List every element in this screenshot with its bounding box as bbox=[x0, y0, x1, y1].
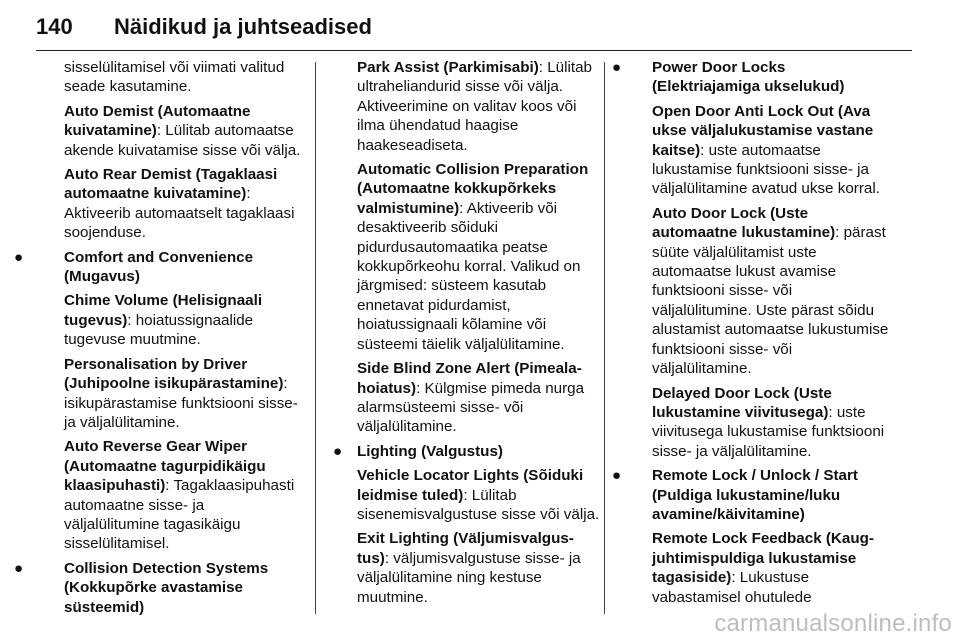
bullet-icon: ● bbox=[14, 559, 24, 577]
entry-reverse-wiper bbox=[40, 437, 302, 553]
entry-anti-lock-out bbox=[632, 102, 890, 199]
entry-exit-lighting bbox=[357, 529, 605, 607]
entry-personalisation bbox=[40, 355, 302, 433]
entry-title: Personalisation by Driver (Juhipoolne isikupärastamine) bbox=[64, 355, 284, 393]
bullet-title: Power Door Locks (Elektriajamiga ukselukud) bbox=[652, 59, 845, 96]
entry-text: : hoiatussignaalide tugevuse muutmine. bbox=[64, 311, 254, 349]
bullet-remote-lock bbox=[612, 466, 890, 524]
page-header bbox=[36, 0, 912, 51]
column-3 bbox=[612, 58, 890, 612]
entry-title: Vehicle Locator Lights (Sõiduki leidmise tuled) bbox=[357, 467, 584, 504]
page-title: Näidikud ja juhtseadised bbox=[114, 14, 372, 39]
entry-title: Remote Lock Feedback (Kaug-juhtimispuldiga lukustamise tagasiside) bbox=[652, 530, 874, 587]
bullet-power-door-locks bbox=[612, 58, 890, 97]
bullet-lighting bbox=[333, 442, 605, 461]
entry-title: Automatic Collision Preparation (Automaatne kokkupõrkeks valmistumine) bbox=[357, 161, 589, 217]
bullet-collision bbox=[14, 559, 302, 617]
entry-title: Auto Rear Demist (Tagaklaasi automaatne kuivatamine) bbox=[64, 166, 278, 203]
intro-paragraph: sisselülitamisel või viimati valitud seade kasutamine. bbox=[64, 59, 285, 96]
bullet-comfort bbox=[14, 248, 302, 287]
entry-text: : pärast süüte väljalülitamist uste automaatse lukust avamise funktsiooni sisse- või väljalülitumine. Uste pärast sõidu alustamist automaatse lukustumise funktsiooni sisse- või väljalülitamine. bbox=[652, 224, 889, 378]
entry-delayed-door-lock bbox=[632, 384, 890, 462]
bullet-icon: ● bbox=[14, 248, 24, 266]
entry-vehicle-locator bbox=[357, 466, 605, 524]
page-number: 140 bbox=[36, 14, 73, 39]
entry-side-blind-zone bbox=[357, 359, 605, 437]
entry-collision-preparation bbox=[357, 160, 605, 354]
column-divider-left bbox=[315, 62, 316, 614]
entry-title: Open Door Anti Lock Out (Ava ukse väljalukustamise vastane kaitse) bbox=[652, 102, 874, 159]
entry-text: : Aktiveerib automaatselt tagaklaasi soojenduse. bbox=[64, 185, 295, 242]
entry-auto-door-lock bbox=[632, 204, 890, 379]
entry-park-assist bbox=[357, 58, 605, 155]
entry-text: : Külgmise pimeda nurga alarmsüsteemi sisse- või väljalülitamine. bbox=[357, 379, 585, 436]
bullet-icon: ● bbox=[612, 59, 622, 76]
entry-title: Auto Door Lock (Uste automaatne lukustamine) bbox=[652, 204, 836, 242]
entry-auto-demist bbox=[40, 102, 302, 160]
entry-text: : Lülitab ultraheliandurid sisse või välja. Aktiveerimine on valitav koos või ilma ühendatud haagise haakeseadiseta. bbox=[357, 59, 592, 154]
entry-text: : uste automaatse lukustamise funktsiooni sisse- ja väljalülitamine avatud ukse korral. bbox=[652, 141, 880, 198]
entry-title: Delayed Door Lock (Uste lukustamine viivitusega) bbox=[652, 384, 832, 421]
bullet-title: Lighting (Valgustus) bbox=[357, 442, 503, 460]
entry-title: Auto Reverse Gear Wiper (Automaatne tagurpidikäigu klaasipuhasti) bbox=[64, 438, 266, 495]
bullet-icon: ● bbox=[612, 467, 622, 485]
column-2 bbox=[333, 58, 605, 612]
entry-auto-rear-demist bbox=[40, 165, 302, 243]
entry-title: Auto Demist (Automaatne kuivatamine) bbox=[64, 102, 251, 140]
entry-text: : Lülitab sisenemisvalgustuse sisse või välja. bbox=[357, 486, 600, 523]
entry-text: : Lukustuse vabastamisel ohutulede bbox=[652, 569, 812, 606]
watermark: carmanualsonline.info bbox=[714, 610, 952, 637]
entry-title: Side Blind Zone Alert (Pimeala-hoiatus) bbox=[357, 360, 582, 397]
bullet-title: Comfort and Convenience (Mugavus) bbox=[64, 248, 254, 286]
bullet-title: Remote Lock / Unlock / Start (Puldiga lukustamine/luku avamine/käivitamine) bbox=[652, 467, 858, 523]
entry-text: : väljumisvalgustuse sisse- ja väljalülitamine ning kestuse muutmine. bbox=[357, 549, 581, 606]
entry-title: Park Assist (Parkimisabi) bbox=[357, 59, 539, 76]
entry-text: : Lülitab automaatse akende kuivatamise sisse või välja. bbox=[64, 122, 301, 159]
entry-title: Exit Lighting (Väljumisvalgus-tus) bbox=[357, 530, 574, 567]
entry-text: : Aktiveerib või desaktiveerib sõiduki pidurdusautomaatika peatse kokkupõrkeohu korral. Valikud on järgmised: süsteem kasutab ennetavat pidurdamist, hoiatussignaali kõlamine või süsteemi täielik väljalülitamine. bbox=[357, 199, 581, 353]
entry-text: : Tagaklaasipuhasti automaatne sisse- ja väljalülitumine tagasikäigu sisselülitamisel. bbox=[64, 477, 295, 553]
bullet-title: Collision Detection Systems (Kokkupõrke avastamise süsteemid) bbox=[64, 559, 269, 616]
bullet-icon: ● bbox=[333, 442, 343, 460]
entry-chime-volume bbox=[40, 291, 302, 349]
entry-title: Chime Volume (Helisignaali tugevus) bbox=[64, 292, 263, 329]
entry-remote-lock-feedback bbox=[632, 529, 890, 607]
entry-text: : isikupärastamise funktsiooni sisse- ja väljalülitamine. bbox=[64, 375, 298, 431]
column-1 bbox=[14, 58, 302, 622]
entry-text: : uste viivitusega lukustamise funktsiooni sisse- ja väljalülitamine. bbox=[652, 403, 885, 460]
